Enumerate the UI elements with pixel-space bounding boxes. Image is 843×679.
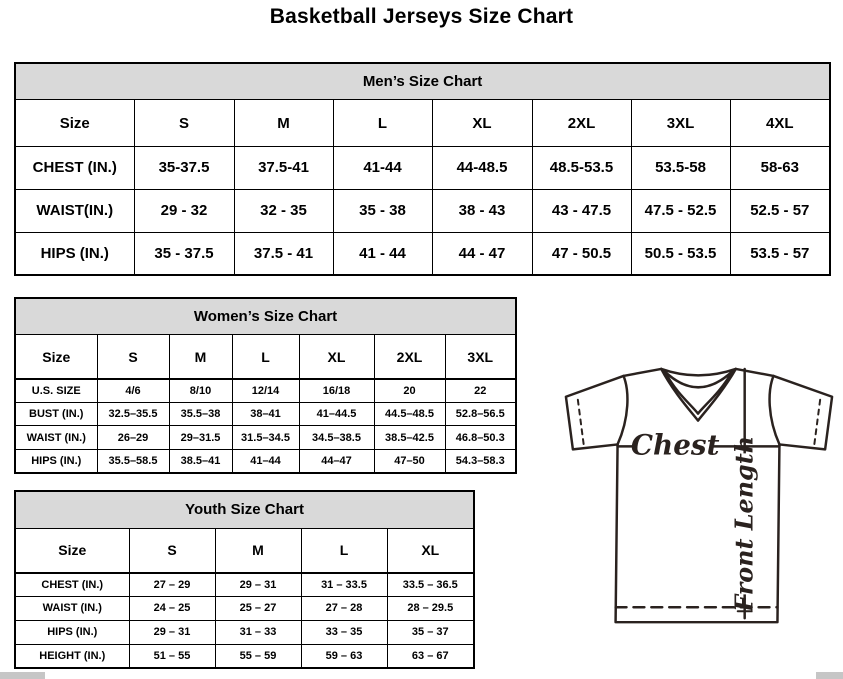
front-length-label: Front Length <box>730 435 759 612</box>
womens-size-table <box>14 297 517 474</box>
table-title: Men’s Size Chart <box>15 63 830 100</box>
size-value-cell: 34.5–38.5 <box>299 426 374 450</box>
size-value-cell: 48.5-53.5 <box>532 147 631 190</box>
size-value-cell: 35.5–38 <box>169 402 232 426</box>
column-header: 3XL <box>445 335 516 379</box>
column-header: L <box>333 100 432 147</box>
table-row <box>15 147 830 190</box>
column-header: 2XL <box>374 335 445 379</box>
column-header: S <box>134 100 234 147</box>
size-value-cell: 22 <box>445 379 516 403</box>
row-label: CHEST (IN.) <box>15 147 134 190</box>
row-label: WAIST(IN.) <box>15 189 134 232</box>
size-value-cell: 53.5 - 57 <box>730 232 830 275</box>
size-value-cell: 38.5–41 <box>169 449 232 473</box>
column-header: XL <box>387 528 474 573</box>
size-value-cell: 29–31.5 <box>169 426 232 450</box>
size-value-cell: 29 – 31 <box>215 573 301 597</box>
row-label: BUST (IN.) <box>15 402 97 426</box>
jersey-diagram <box>556 355 842 657</box>
size-value-cell: 41–44 <box>232 449 299 473</box>
size-value-cell: 16/18 <box>299 379 374 403</box>
size-value-cell: 33.5 – 36.5 <box>387 573 474 597</box>
size-value-cell: 35 – 37 <box>387 620 474 644</box>
size-value-cell: 44.5–48.5 <box>374 402 445 426</box>
size-value-cell: 27 – 29 <box>129 573 215 597</box>
table-row <box>15 189 830 232</box>
size-value-cell: 54.3–58.3 <box>445 449 516 473</box>
size-value-cell: 35 - 37.5 <box>134 232 234 275</box>
size-value-cell: 31 – 33.5 <box>301 573 387 597</box>
size-value-cell: 38–41 <box>232 402 299 426</box>
youth-size-table <box>14 490 475 669</box>
table-title: Women’s Size Chart <box>15 298 516 335</box>
size-value-cell: 29 - 32 <box>134 189 234 232</box>
size-value-cell: 44–47 <box>299 449 374 473</box>
size-value-cell: 25 – 27 <box>215 597 301 621</box>
size-value-cell: 59 – 63 <box>301 644 387 668</box>
size-value-cell: 41–44.5 <box>299 402 374 426</box>
page-title: Basketball Jerseys Size Chart <box>269 5 574 28</box>
size-value-cell: 35 - 38 <box>333 189 432 232</box>
size-value-cell: 24 – 25 <box>129 597 215 621</box>
size-value-cell: 43 - 47.5 <box>532 189 631 232</box>
row-label: HIPS (IN.) <box>15 449 97 473</box>
jersey-body-outline <box>566 369 832 622</box>
table-row <box>15 620 474 644</box>
size-value-cell: 32.5–35.5 <box>97 402 169 426</box>
size-value-cell: 44-48.5 <box>432 147 532 190</box>
size-value-cell: 46.8–50.3 <box>445 426 516 450</box>
row-label: HIPS (IN.) <box>15 620 129 644</box>
size-value-cell: 41 - 44 <box>333 232 432 275</box>
jersey-left-seam <box>618 376 628 445</box>
row-label: HIPS (IN.) <box>15 232 134 275</box>
table-row <box>15 426 516 450</box>
column-header: L <box>301 528 387 573</box>
row-label: HEIGHT (IN.) <box>15 644 129 668</box>
table-row <box>15 402 516 426</box>
size-value-cell: 37.5-41 <box>234 147 333 190</box>
size-value-cell: 51 – 55 <box>129 644 215 668</box>
size-value-cell: 28 – 29.5 <box>387 597 474 621</box>
page-fragment-right <box>816 672 843 679</box>
jersey-right-cuff-dashes <box>814 400 820 446</box>
row-label: CHEST (IN.) <box>15 573 129 597</box>
size-value-cell: 41-44 <box>333 147 432 190</box>
table-title: Youth Size Chart <box>15 491 474 528</box>
size-value-cell: 4/6 <box>97 379 169 403</box>
column-header: Size <box>15 335 97 379</box>
size-value-cell: 31 – 33 <box>215 620 301 644</box>
column-header: L <box>232 335 299 379</box>
table-row <box>15 573 474 597</box>
size-value-cell: 27 – 28 <box>301 597 387 621</box>
jersey-collar-top <box>661 369 735 375</box>
size-value-cell: 47–50 <box>374 449 445 473</box>
mens-size-table <box>14 62 831 276</box>
size-value-cell: 58-63 <box>730 147 830 190</box>
size-value-cell: 8/10 <box>169 379 232 403</box>
row-label: U.S. SIZE <box>15 379 97 403</box>
size-value-cell: 12/14 <box>232 379 299 403</box>
column-header: 3XL <box>631 100 730 147</box>
size-value-cell: 53.5-58 <box>631 147 730 190</box>
size-value-cell: 47 - 50.5 <box>532 232 631 275</box>
table-row <box>15 449 516 473</box>
column-header: S <box>97 335 169 379</box>
table-row <box>15 644 474 668</box>
table-row <box>15 232 830 275</box>
size-value-cell: 35.5–58.5 <box>97 449 169 473</box>
size-value-cell: 20 <box>374 379 445 403</box>
column-header: M <box>169 335 232 379</box>
size-value-cell: 32 - 35 <box>234 189 333 232</box>
size-value-cell: 37.5 - 41 <box>234 232 333 275</box>
size-value-cell: 63 – 67 <box>387 644 474 668</box>
size-value-cell: 55 – 59 <box>215 644 301 668</box>
column-header: XL <box>299 335 374 379</box>
row-label: WAIST (IN.) <box>15 426 97 450</box>
jersey-left-cuff-dashes <box>578 400 584 446</box>
column-header: 2XL <box>532 100 631 147</box>
size-value-cell: 47.5 - 52.5 <box>631 189 730 232</box>
size-value-cell: 44 - 47 <box>432 232 532 275</box>
size-value-cell: 33 – 35 <box>301 620 387 644</box>
size-value-cell: 26–29 <box>97 426 169 450</box>
column-header: Size <box>15 100 134 147</box>
column-header: 4XL <box>730 100 830 147</box>
column-header: M <box>234 100 333 147</box>
column-header: S <box>129 528 215 573</box>
column-header: XL <box>432 100 532 147</box>
table-row <box>15 597 474 621</box>
chest-label: Chest <box>630 428 720 462</box>
size-value-cell: 35-37.5 <box>134 147 234 190</box>
size-value-cell: 52.8–56.5 <box>445 402 516 426</box>
column-header: M <box>215 528 301 573</box>
table-row <box>15 379 516 403</box>
row-label: WAIST (IN.) <box>15 597 129 621</box>
jersey-right-seam <box>770 376 780 445</box>
size-value-cell: 38.5–42.5 <box>374 426 445 450</box>
column-header: Size <box>15 528 129 573</box>
page-fragment-left <box>0 672 45 679</box>
size-value-cell: 52.5 - 57 <box>730 189 830 232</box>
jersey-outline-svg <box>556 355 842 657</box>
size-value-cell: 50.5 - 53.5 <box>631 232 730 275</box>
size-value-cell: 29 – 31 <box>129 620 215 644</box>
size-value-cell: 31.5–34.5 <box>232 426 299 450</box>
size-value-cell: 38 - 43 <box>432 189 532 232</box>
